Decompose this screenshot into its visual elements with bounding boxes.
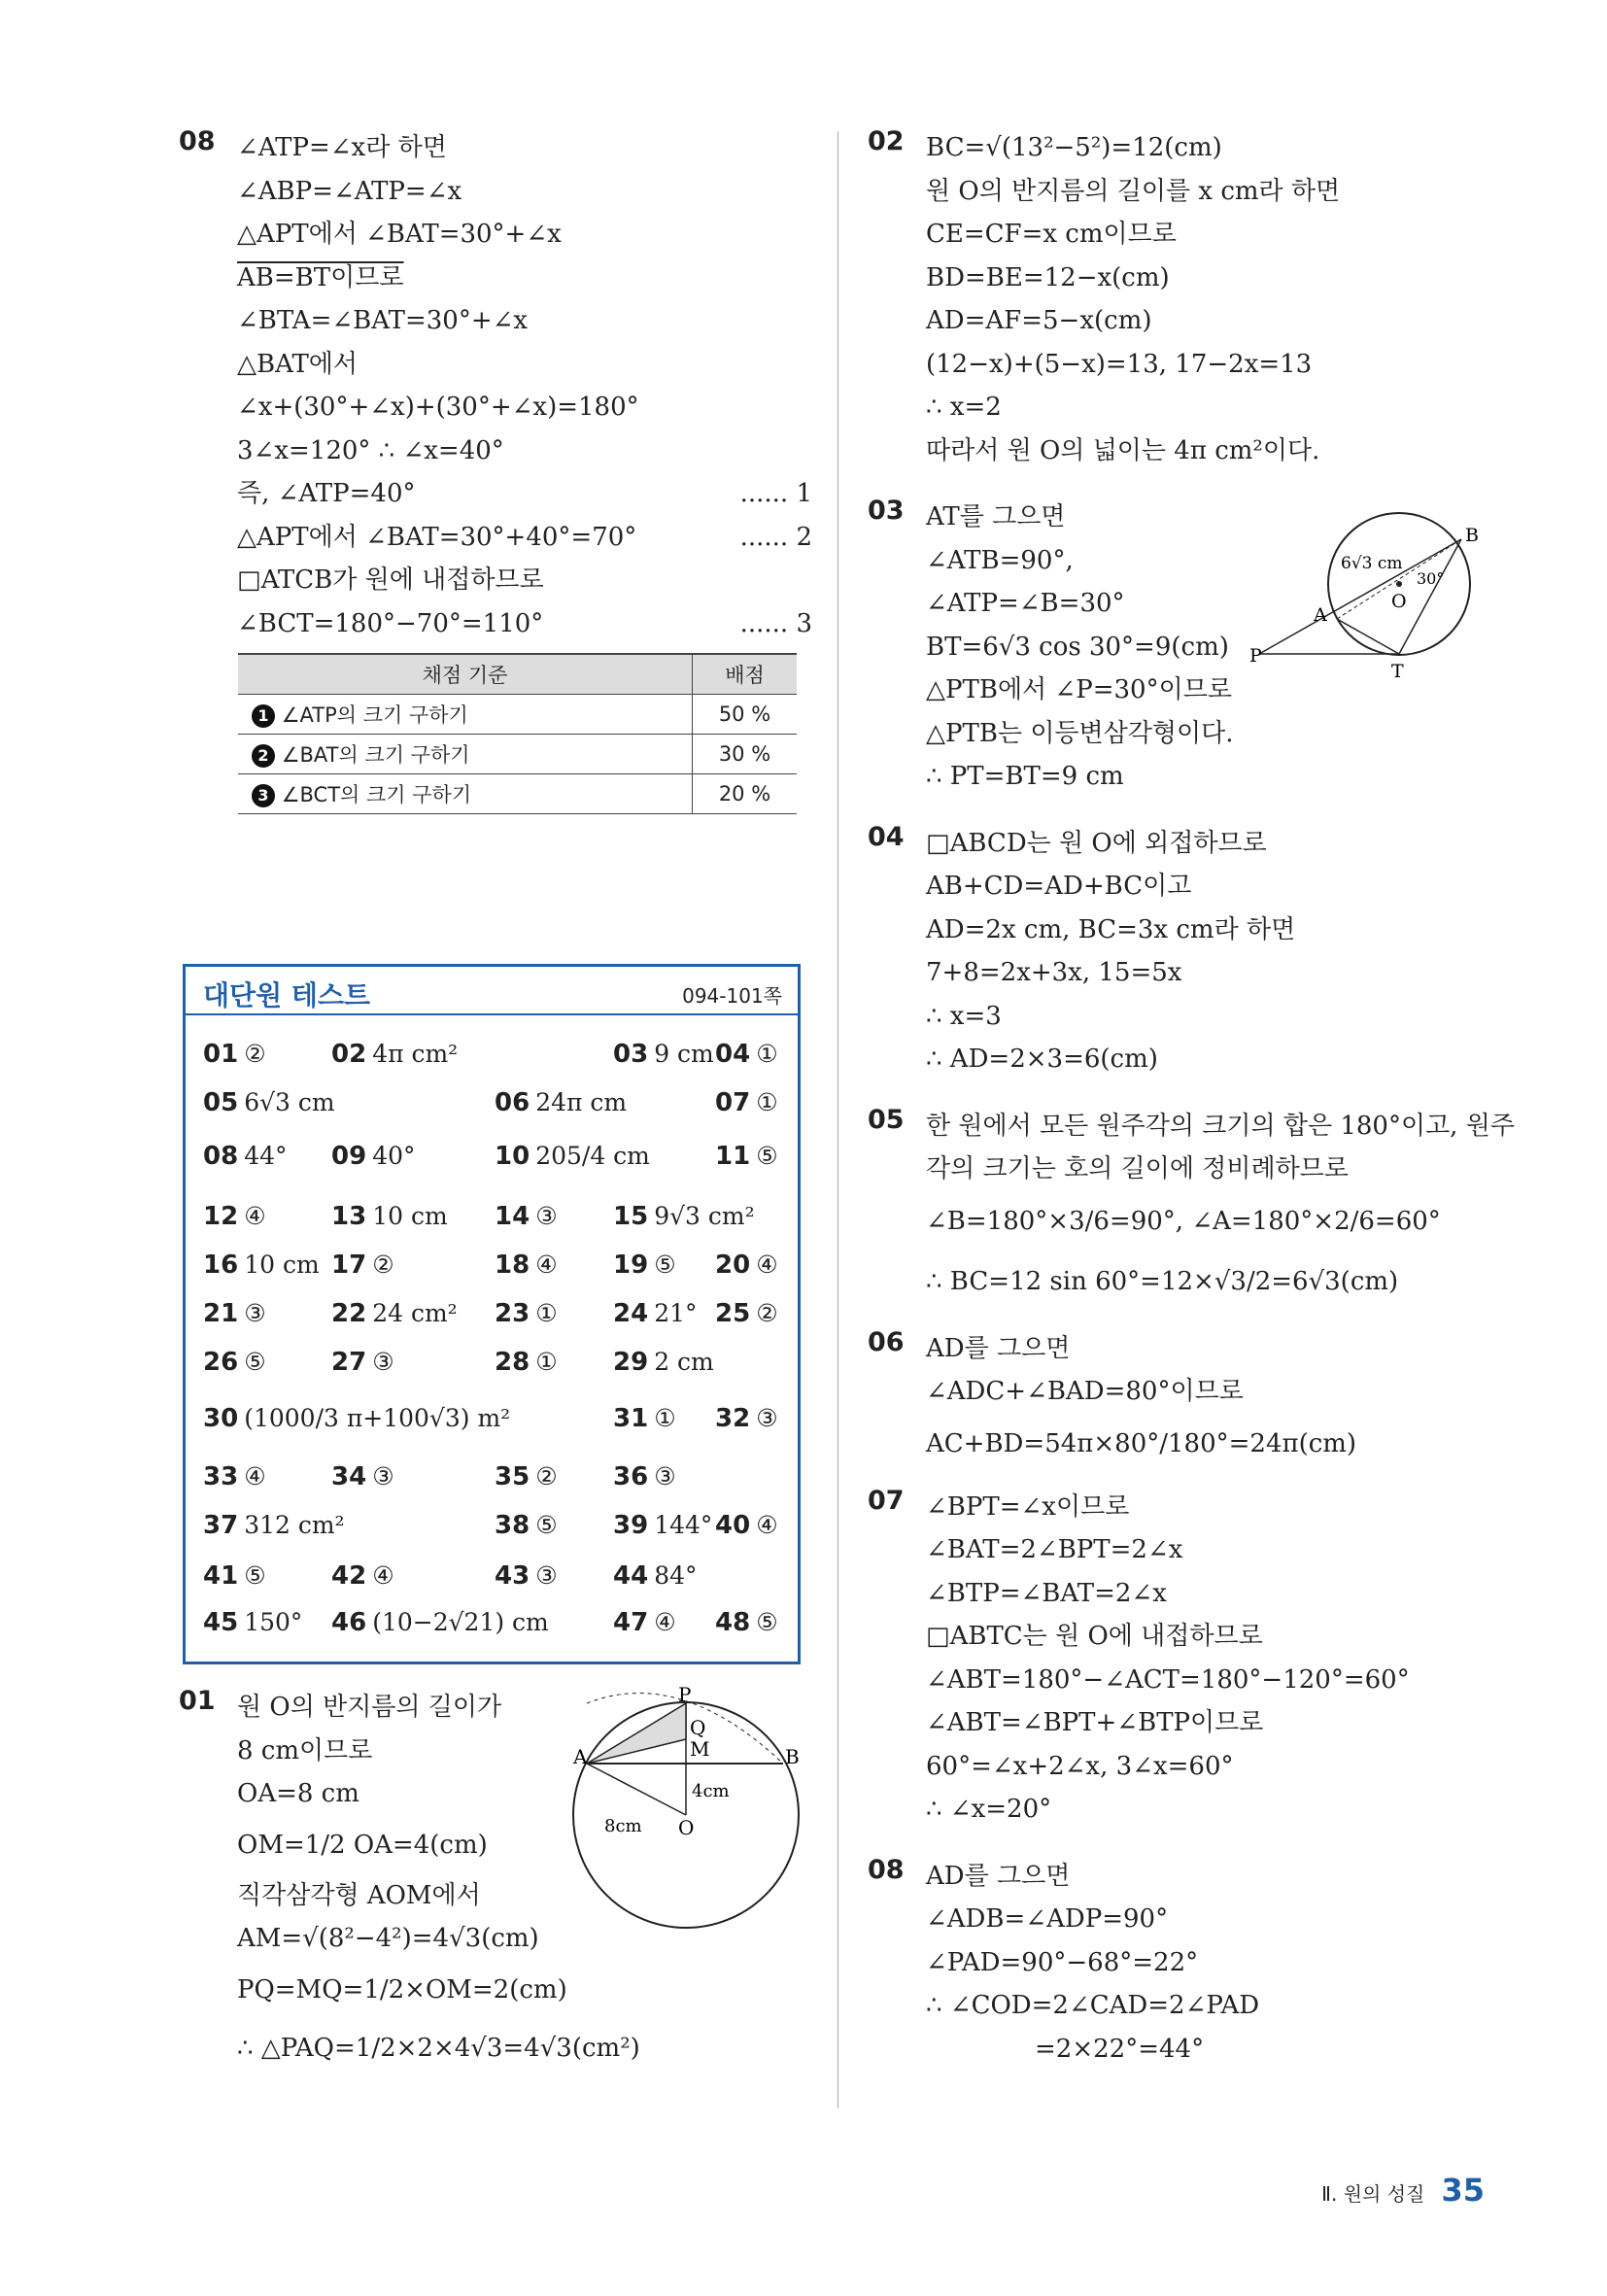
solution-06 — [926, 1327, 1511, 1474]
solution-04 — [926, 822, 1511, 1081]
answer-number: 38 — [495, 1511, 530, 1540]
answer-number: 04 — [715, 1040, 751, 1069]
figure-circle-pam — [573, 1683, 806, 1929]
fig-label-a: A — [1314, 604, 1327, 626]
answer-item — [331, 1462, 394, 1491]
fig-label-t: T — [1391, 661, 1404, 682]
problem-number: 05 — [868, 1104, 905, 1135]
answer-number: 15 — [613, 1202, 649, 1231]
solution-line: ∠x+(30°+∠x)+(30°+∠x)=180° — [237, 393, 639, 422]
points-cell: 30 % — [693, 735, 798, 774]
answer-number: 44 — [613, 1561, 649, 1591]
answer-number: 19 — [613, 1251, 649, 1280]
answer-item — [495, 1299, 558, 1328]
problem-05 — [868, 1104, 1515, 1312]
answer-value: 24π cm — [535, 1088, 628, 1116]
solution-line: ∴ ∠x=20° — [926, 1795, 1052, 1824]
answer-item — [495, 1561, 558, 1591]
solution-line: AD=AF=5−x(cm) — [926, 306, 1152, 335]
answer-item — [613, 1561, 698, 1591]
table-header: 채점 기준 — [238, 654, 693, 695]
solution-line: 8 cm이므로 — [237, 1735, 373, 1765]
answer-value: (1000/3 π+100√3) m² — [244, 1404, 511, 1432]
answer-item — [203, 1511, 345, 1540]
answer-value: ④ — [756, 1511, 778, 1539]
answer-item — [203, 1088, 335, 1117]
problem-number: 04 — [868, 821, 905, 852]
answer-number: 01 — [203, 1040, 239, 1069]
solution-08 — [237, 126, 812, 645]
page-number: 35 — [1441, 2172, 1485, 2209]
answer-number: 39 — [613, 1511, 649, 1540]
solution-line: ∠ATP=∠B=30° — [926, 589, 1125, 618]
solution-line: 원 O의 반지름의 길이가 — [237, 1693, 502, 1722]
answer-number: 31 — [613, 1404, 649, 1433]
scoring-table — [238, 653, 797, 814]
answer-item — [613, 1040, 714, 1069]
solution-text: 즉, ∠ATP=40° — [237, 479, 416, 508]
criterion: ∠ATP의 크기 구하기 — [281, 703, 468, 727]
solution-line: □ABTC는 원 O에 내접하므로 — [926, 1622, 1263, 1651]
answer-number: 26 — [203, 1348, 239, 1377]
problem-number: 01 — [179, 1686, 216, 1716]
solution-line-marked — [237, 602, 812, 646]
answer-item — [613, 1608, 676, 1637]
solution-line: =2×22°=44° — [1035, 2034, 1205, 2064]
answer-number: 24 — [613, 1299, 649, 1328]
answer-item — [203, 1348, 266, 1377]
answer-value: ① — [756, 1088, 778, 1116]
solution-line: △PTB는 이등변삼각형이다. — [926, 718, 1234, 748]
solution-line: OM=1/2 OA=4(cm) — [237, 1830, 488, 1860]
page-footer — [1321, 2172, 1485, 2209]
solution-line: ∠ADC+∠BAD=80°이므로 — [926, 1377, 1244, 1406]
solution-07 — [926, 1486, 1511, 1832]
answer-number: 35 — [495, 1462, 530, 1491]
answer-item — [613, 1348, 714, 1377]
answer-value: ⑤ — [756, 1142, 778, 1170]
answer-value: 312 cm² — [244, 1511, 345, 1539]
solution-line: CE=CF=x cm이므로 — [926, 220, 1177, 249]
solution-line: ∴ AD=2×3=6(cm) — [926, 1045, 1158, 1074]
answer-item — [331, 1299, 458, 1328]
answer-number: 09 — [331, 1142, 367, 1171]
solution-line: BD=BE=12−x(cm) — [926, 262, 1170, 292]
fig-label-m: M — [690, 1737, 710, 1761]
answer-item — [331, 1561, 394, 1591]
solution-line: 7+8=2x+3x, 15=5x — [926, 958, 1182, 987]
answer-number: 20 — [715, 1251, 751, 1280]
fig-label-p: P — [1249, 645, 1262, 667]
answer-item — [203, 1202, 266, 1231]
solution-line: ∠ABP=∠ATP=∠x — [237, 176, 462, 206]
answer-item — [203, 1608, 302, 1637]
solution-line: ∠ATP=∠x라 하면 — [237, 133, 447, 162]
answer-value: ⑤ — [244, 1561, 266, 1590]
solution-line: ∠BAT=2∠BPT=2∠x — [926, 1535, 1183, 1564]
solution-line: AB+CD=AD+BC이고 — [926, 872, 1192, 901]
answer-item — [495, 1348, 558, 1377]
answer-value: 21° — [654, 1299, 698, 1327]
answer-number: 18 — [495, 1251, 530, 1280]
fig-label-o: O — [678, 1816, 695, 1839]
answer-item — [203, 1404, 510, 1433]
solution-line: OA=8 cm — [237, 1779, 359, 1808]
answer-value: 44° — [244, 1142, 288, 1170]
solution-line: ∴ x=3 — [926, 1001, 1002, 1031]
solution-line: ∠ABT=∠BPT+∠BTP이므로 — [926, 1708, 1264, 1737]
solution-line: PQ=MQ=1/2×OM=2(cm) — [237, 1974, 567, 2005]
problem-number: 08 — [868, 1854, 905, 1885]
answer-item — [715, 1088, 778, 1117]
answer-value: ⑤ — [654, 1251, 676, 1279]
answer-number: 08 — [203, 1142, 239, 1171]
answer-value: 84° — [654, 1561, 698, 1590]
solution-line: ∴ ∠COD=2∠CAD=2∠PAD — [926, 1991, 1260, 2020]
answer-value: 9√3 cm² — [654, 1202, 755, 1230]
fig-label-p: P — [678, 1683, 692, 1706]
solution-line: 각의 크기는 호의 길이에 정비례하므로 — [926, 1154, 1349, 1183]
answer-item — [613, 1404, 676, 1433]
answer-value: ④ — [244, 1462, 266, 1491]
points-cell: 50 % — [693, 695, 798, 735]
answer-number: 27 — [331, 1348, 367, 1377]
solution-line: 직각삼각형 AOM에서 — [237, 1880, 481, 1910]
step-badge: 1 — [252, 704, 275, 728]
solution-line-marked — [237, 472, 812, 516]
answer-value: 4π cm² — [372, 1040, 459, 1068]
table-row — [238, 735, 797, 774]
solution-line: ∠BTP=∠BAT=2∠x — [926, 1578, 1167, 1608]
answer-item — [715, 1251, 778, 1280]
answer-item — [613, 1299, 698, 1328]
answer-number: 06 — [495, 1088, 530, 1117]
answer-number: 22 — [331, 1299, 367, 1328]
answer-value: ③ — [654, 1462, 676, 1491]
unit-test-answer-box — [183, 964, 801, 1664]
answer-number: 02 — [331, 1040, 367, 1069]
solution-line: △BAT에서 — [237, 349, 359, 379]
answer-number: 29 — [613, 1348, 649, 1377]
answer-value: 150° — [244, 1608, 303, 1636]
solution-line: ∠BTA=∠BAT=30°+∠x — [237, 306, 529, 335]
solution-line: 60°=∠x+2∠x, 3∠x=60° — [926, 1751, 1234, 1781]
solution-text: ∠BCT=180°−70°=110° — [237, 608, 544, 638]
answer-value: ② — [756, 1299, 778, 1327]
right-column — [868, 126, 1515, 2071]
answer-value: ① — [535, 1299, 558, 1327]
solution-line: AB=BT이므로 — [237, 262, 404, 292]
answer-value: ⑤ — [535, 1511, 558, 1539]
answer-number: 37 — [203, 1511, 239, 1540]
answer-value: ② — [535, 1462, 558, 1491]
answer-value: 144° — [654, 1511, 713, 1539]
answer-value: ② — [244, 1040, 266, 1068]
answer-number: 41 — [203, 1561, 239, 1591]
answer-number: 45 — [203, 1608, 239, 1637]
problem-number: 02 — [868, 126, 905, 156]
answer-item — [495, 1142, 650, 1171]
fig-label-q: Q — [690, 1716, 706, 1739]
answer-value: ④ — [372, 1561, 394, 1590]
answer-item — [613, 1251, 676, 1280]
answer-value: ① — [654, 1404, 676, 1432]
fig-label-30deg: 30° — [1417, 569, 1445, 588]
answer-number: 34 — [331, 1462, 367, 1491]
solution-line: ∴ PT=BT=9 cm — [926, 762, 1124, 791]
solution-line: (12−x)+(5−x)=13, 17−2x=13 — [926, 349, 1313, 379]
fig-label-6root3: 6√3 cm — [1341, 554, 1403, 573]
solution-line: ∴ x=2 — [926, 393, 1002, 422]
answer-value: ③ — [244, 1299, 266, 1327]
solution-line: BT=6√3 cos 30°=9(cm) — [926, 632, 1229, 662]
fig-label-b: B — [1465, 525, 1479, 546]
solution-line: ∠ABT=180°−∠ACT=180°−120°=60° — [926, 1664, 1410, 1695]
solution-line: AD를 그으면 — [926, 1861, 1071, 1891]
answer-value: 2 cm — [654, 1348, 714, 1376]
answer-item — [203, 1299, 266, 1328]
answer-number: 46 — [331, 1608, 367, 1637]
answer-value: ① — [756, 1040, 778, 1068]
answer-item — [613, 1511, 712, 1540]
table-row — [238, 774, 797, 814]
answer-value: ③ — [535, 1202, 558, 1230]
answer-number: 25 — [715, 1299, 751, 1328]
solution-line-marked — [237, 516, 812, 560]
table-header: 배점 — [693, 654, 798, 695]
answer-value: ④ — [654, 1608, 676, 1636]
solution-line: ∴ △PAQ=1/2×2×4√3=4√3(cm²) — [237, 2033, 640, 2063]
problem-number: 08 — [179, 126, 216, 156]
solution-line: ∠ATB=90°, — [926, 545, 1074, 575]
fig-label-b: B — [785, 1745, 800, 1768]
test-page-range: 094-101쪽 — [682, 984, 782, 1008]
answer-item — [495, 1511, 558, 1540]
solution-line: ∠ADB=∠ADP=90° — [926, 1904, 1169, 1934]
answer-item — [495, 1202, 558, 1231]
solution-line: ∴ BC=12 sin 60°=12×√3/2=6√3(cm) — [926, 1266, 1399, 1296]
criterion: ∠BAT의 크기 구하기 — [281, 743, 470, 767]
solution-05 — [926, 1105, 1515, 1312]
problem-number: 07 — [868, 1485, 905, 1516]
answer-number: 47 — [613, 1608, 649, 1637]
answer-item — [495, 1251, 558, 1280]
solution-line: 따라서 원 O의 넓이는 4π cm²이다. — [926, 435, 1320, 465]
answer-item — [203, 1462, 266, 1491]
table-row — [238, 695, 797, 735]
answer-value: ④ — [535, 1251, 558, 1279]
answer-number: 12 — [203, 1202, 239, 1231]
problem-04 — [870, 822, 1511, 1081]
answer-item — [495, 1462, 558, 1491]
points-cell: 20 % — [693, 774, 798, 814]
answer-number: 30 — [203, 1404, 239, 1433]
answer-number: 21 — [203, 1299, 239, 1328]
answer-value: ⑤ — [756, 1608, 778, 1636]
solution-line: AD=2x cm, BC=3x cm라 하면 — [926, 914, 1296, 944]
solution-line: △APT에서 ∠BAT=30°+∠x — [237, 220, 562, 249]
problem-06 — [870, 1327, 1511, 1474]
answer-value: 9 cm — [654, 1040, 714, 1068]
answer-number: 14 — [495, 1202, 530, 1231]
table-cell — [238, 735, 693, 774]
answer-value: 24 cm² — [372, 1299, 458, 1327]
solution-line: 원 O의 반지름의 길이를 x cm라 하면 — [926, 176, 1341, 206]
answer-value: ④ — [244, 1202, 266, 1230]
answer-value: 10 cm — [244, 1251, 320, 1279]
answer-number: 40 — [715, 1511, 751, 1540]
answer-item — [331, 1040, 458, 1069]
answer-number: 16 — [203, 1251, 239, 1280]
answer-value: ① — [535, 1348, 558, 1376]
solution-line: BC=√(13²−5²)=12(cm) — [926, 133, 1222, 162]
answer-number: 05 — [203, 1088, 239, 1117]
answer-item — [715, 1040, 778, 1069]
answer-item — [331, 1142, 416, 1171]
fig-label-a: A — [573, 1745, 588, 1768]
answer-number: 32 — [715, 1404, 751, 1433]
problem-08-right — [870, 1855, 1511, 2072]
step-mark-2: ...... 2 — [739, 522, 812, 552]
step-badge: 3 — [252, 784, 275, 807]
answer-value: ④ — [756, 1251, 778, 1279]
answer-item — [715, 1142, 778, 1171]
test-header — [186, 967, 798, 1015]
answer-item — [613, 1202, 755, 1231]
problem-number: 03 — [868, 496, 905, 526]
solution-line: AM=√(8²−4²)=4√3(cm) — [237, 1924, 539, 1953]
answer-value: ② — [372, 1251, 394, 1279]
answer-item — [495, 1088, 627, 1117]
problem-02 — [870, 126, 1511, 472]
solution-line: AC+BD=54π×80°/180°=24π(cm) — [926, 1428, 1357, 1458]
fig-label-o: O — [1391, 591, 1407, 612]
answer-item — [203, 1142, 288, 1171]
criterion: ∠BCT의 크기 구하기 — [281, 783, 472, 806]
answer-value: ③ — [756, 1404, 778, 1432]
solution-line: □ABCD는 원 O에 외접하므로 — [926, 828, 1267, 858]
table-cell — [238, 774, 693, 814]
answer-value: (10−2√21) cm — [372, 1608, 549, 1636]
answer-item — [331, 1348, 394, 1377]
answer-item — [331, 1608, 549, 1637]
answer-number: 13 — [331, 1202, 367, 1231]
solution-line: □ATCB가 원에 내접하므로 — [237, 565, 544, 595]
answer-value: 10 cm — [372, 1202, 448, 1230]
answer-number: 07 — [715, 1088, 751, 1117]
answer-value: ③ — [372, 1348, 394, 1376]
problem-07 — [870, 1486, 1511, 1832]
solution-line: 한 원에서 모든 원주각의 크기의 합은 180°이고, 원주 — [926, 1111, 1515, 1141]
table-header-row — [238, 654, 797, 695]
solution-line: ∠PAD=90°−68°=22° — [926, 1947, 1199, 1977]
answer-item — [203, 1040, 266, 1069]
answer-number: 11 — [715, 1142, 751, 1171]
step-mark-3: ...... 3 — [739, 608, 812, 638]
section-title: Ⅱ. 원의 성질 — [1321, 2182, 1425, 2206]
answer-number: 10 — [495, 1142, 530, 1171]
answer-item — [331, 1251, 394, 1280]
test-title: 대단원 테스트 — [203, 979, 371, 1011]
solution-line: ∠BPT=∠x이므로 — [926, 1491, 1130, 1522]
answer-number: 43 — [495, 1561, 530, 1591]
step-badge: 2 — [252, 744, 275, 768]
solution-02 — [926, 126, 1511, 472]
answer-number: 36 — [613, 1462, 649, 1491]
left-column — [181, 126, 812, 645]
solution-line: AT를 그으면 — [926, 502, 1066, 531]
problem-number: 06 — [868, 1326, 905, 1357]
answer-number: 23 — [495, 1299, 530, 1328]
answer-item — [715, 1299, 778, 1328]
answer-value: 6√3 cm — [244, 1088, 335, 1116]
answer-item — [203, 1251, 320, 1280]
solution-line: AD를 그으면 — [926, 1333, 1071, 1363]
solution-line: 3∠x=120° ∴ ∠x=40° — [237, 435, 504, 465]
step-mark-1: ...... 1 — [739, 479, 812, 508]
answer-number: 42 — [331, 1561, 367, 1591]
fig-label-4cm: 4cm — [692, 1781, 730, 1801]
answer-value: 205/4 cm — [535, 1142, 650, 1170]
answer-number: 33 — [203, 1462, 239, 1491]
answer-value: 40° — [372, 1142, 416, 1170]
answer-value: ③ — [372, 1462, 394, 1491]
table-cell — [238, 695, 693, 735]
fig-label-8cm: 8cm — [604, 1816, 642, 1836]
answer-number: 48 — [715, 1608, 751, 1637]
answer-number: 03 — [613, 1040, 649, 1069]
answer-value: ⑤ — [244, 1348, 266, 1376]
answer-number: 28 — [495, 1348, 530, 1377]
solution-text: △APT에서 ∠BAT=30°+40°=70° — [237, 522, 637, 552]
solution-08-right — [926, 1855, 1511, 2072]
answer-item — [613, 1462, 676, 1491]
answer-item — [331, 1202, 448, 1231]
answer-number: 17 — [331, 1251, 367, 1280]
answer-item — [715, 1511, 778, 1540]
answer-item — [715, 1404, 778, 1433]
solution-line: ∠B=180°×3/6=90°, ∠A=180°×2/6=60° — [926, 1206, 1441, 1236]
answer-value: ③ — [535, 1561, 558, 1590]
figure-circle-ptb — [1249, 510, 1487, 685]
answer-item — [203, 1561, 266, 1591]
answer-item — [715, 1608, 778, 1637]
solution-line: △PTB에서 ∠P=30°이므로 — [926, 675, 1232, 704]
